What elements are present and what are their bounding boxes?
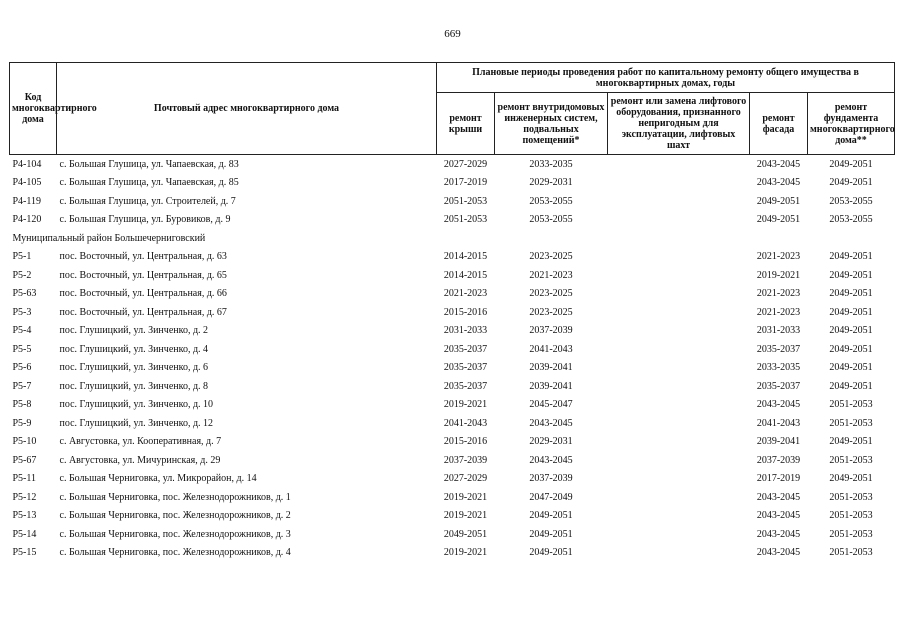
cell-systems: 2043-2045 <box>529 417 573 429</box>
cell-address: с. Большая Черниговка, пос. Железнодорожников, д. 4 <box>59 547 291 559</box>
cell-address: с. Большая Черниговка, пос. Железнодорожников, д. 2 <box>59 510 291 522</box>
cell-code: Р5-67 <box>12 454 37 466</box>
section-row <box>10 229 895 248</box>
cell-roof: 2015-2016 <box>443 306 488 318</box>
cell-roof: 2049-2051 <box>443 528 488 540</box>
cell-systems: 2029-2031 <box>529 177 573 189</box>
cell-roof: 2035-2037 <box>443 380 488 392</box>
table-row <box>10 414 895 433</box>
cell-elevator <box>608 507 750 526</box>
cell-code: Р5-9 <box>12 417 32 429</box>
table-row <box>10 155 895 174</box>
cell-systems: 2021-2023 <box>529 269 573 281</box>
cell-facade: 2017-2019 <box>756 473 801 485</box>
cell-code: Р5-15 <box>12 547 37 559</box>
cell-roof: 2019-2021 <box>443 399 488 411</box>
header-address: Почтовый адрес многоквартирного дома <box>57 63 437 155</box>
cell-elevator <box>608 285 750 304</box>
cell-elevator <box>608 396 750 415</box>
cell-address: с. Большая Глушица, ул. Строителей, д. 7 <box>59 195 236 207</box>
cell-foundation: 2049-2051 <box>829 362 873 374</box>
cell-systems: 2023-2025 <box>529 251 573 263</box>
cell-elevator <box>608 192 750 211</box>
cell-facade: 2033-2035 <box>756 362 801 374</box>
cell-address: пос. Восточный, ул. Центральная, д. 67 <box>59 306 227 318</box>
cell-code: Р5-7 <box>12 380 32 392</box>
cell-systems: 2029-2031 <box>529 436 573 448</box>
cell-address: с. Большая Глушица, ул. Чапаевская, д. 85 <box>59 177 239 189</box>
cell-elevator <box>608 155 750 174</box>
cell-address: с. Августовка, ул. Мичуринская, д. 29 <box>59 454 221 466</box>
cell-roof: 2019-2021 <box>443 547 488 559</box>
cell-address: с. Большая Черниговка, ул. Микрорайон, д. 14 <box>59 473 257 485</box>
table-row <box>10 192 895 211</box>
cell-address: пос. Глушицкий, ул. Зинченко, д. 2 <box>59 325 209 337</box>
cell-elevator <box>608 322 750 341</box>
cell-code: Р5-5 <box>12 343 32 355</box>
cell-foundation: 2049-2051 <box>829 436 873 448</box>
cell-systems: 2053-2055 <box>529 195 573 207</box>
cell-address: пос. Глушицкий, ул. Зинченко, д. 8 <box>59 380 209 392</box>
cell-systems: 2039-2041 <box>529 380 573 392</box>
cell-systems: 2049-2051 <box>529 510 573 522</box>
table-row <box>10 525 895 544</box>
cell-address: с. Большая Глушица, ул. Буровиков, д. 9 <box>59 214 231 226</box>
cell-foundation: 2051-2053 <box>829 547 873 559</box>
table-header <box>10 63 895 155</box>
cell-systems: 2023-2025 <box>529 306 573 318</box>
cell-roof: 2051-2053 <box>443 214 488 226</box>
cell-elevator <box>608 340 750 359</box>
cell-code: Р5-8 <box>12 399 32 411</box>
cell-facade: 2037-2039 <box>756 454 801 466</box>
cell-elevator <box>608 470 750 489</box>
cell-code: Р5-10 <box>12 436 37 448</box>
cell-facade: 2043-2045 <box>756 547 801 559</box>
repair-schedule-table-wrapper <box>9 62 894 562</box>
cell-facade: 2019-2021 <box>756 269 801 281</box>
cell-foundation: 2049-2051 <box>829 325 873 337</box>
cell-facade: 2035-2037 <box>756 343 801 355</box>
table-row <box>10 303 895 322</box>
header-code: Код многоквартирного дома <box>10 63 57 155</box>
cell-foundation: 2049-2051 <box>829 380 873 392</box>
cell-code: Р4-104 <box>12 158 42 170</box>
table-row <box>10 451 895 470</box>
cell-roof: 2019-2021 <box>443 510 488 522</box>
header-systems: ремонт внутридомовых инженерных систем, подвальных помещений* <box>495 93 608 155</box>
table-body <box>10 155 895 563</box>
cell-facade: 2043-2045 <box>756 491 801 503</box>
cell-address: пос. Глушицкий, ул. Зинченко, д. 12 <box>59 417 214 429</box>
cell-facade: 2039-2041 <box>756 436 801 448</box>
header-roof: ремонт крыши <box>437 93 495 155</box>
table-row <box>10 211 895 230</box>
cell-foundation: 2051-2053 <box>829 510 873 522</box>
cell-elevator <box>608 377 750 396</box>
cell-systems: 2037-2039 <box>529 473 573 485</box>
cell-address: с. Большая Черниговка, пос. Железнодорожников, д. 3 <box>59 528 291 540</box>
cell-systems: 2049-2051 <box>529 528 573 540</box>
cell-code: Р5-4 <box>12 325 32 337</box>
cell-foundation: 2051-2053 <box>829 528 873 540</box>
table-row <box>10 377 895 396</box>
cell-code: Р5-14 <box>12 528 37 540</box>
cell-roof: 2014-2015 <box>443 251 488 263</box>
cell-systems: 2041-2043 <box>529 343 573 355</box>
cell-code: Р4-119 <box>12 195 42 207</box>
table-row <box>10 488 895 507</box>
cell-foundation: 2049-2051 <box>829 269 873 281</box>
cell-facade: 2041-2043 <box>756 417 801 429</box>
table-row <box>10 433 895 452</box>
cell-systems: 2053-2055 <box>529 214 573 226</box>
cell-elevator <box>608 248 750 267</box>
table-row <box>10 544 895 563</box>
cell-address: пос. Восточный, ул. Центральная, д. 66 <box>59 288 227 300</box>
cell-elevator <box>608 174 750 193</box>
cell-facade: 2049-2051 <box>756 214 801 226</box>
header-foundation: ремонт фундамента многоквартирного дома** <box>808 93 895 155</box>
cell-foundation: 2051-2053 <box>829 417 873 429</box>
cell-roof: 2017-2019 <box>443 177 488 189</box>
cell-facade: 2043-2045 <box>756 510 801 522</box>
cell-code: Р5-6 <box>12 362 32 374</box>
cell-code: Р5-13 <box>12 510 37 522</box>
cell-roof: 2027-2029 <box>443 473 488 485</box>
cell-code: Р4-105 <box>12 177 42 189</box>
cell-foundation: 2051-2053 <box>829 454 873 466</box>
cell-elevator <box>608 266 750 285</box>
cell-systems: 2033-2035 <box>529 158 573 170</box>
cell-facade: 2021-2023 <box>756 306 801 318</box>
cell-roof: 2051-2053 <box>443 195 488 207</box>
cell-foundation: 2049-2051 <box>829 306 873 318</box>
cell-elevator <box>608 414 750 433</box>
table-row <box>10 340 895 359</box>
cell-code: Р4-120 <box>12 214 42 226</box>
cell-facade: 2043-2045 <box>756 399 801 411</box>
cell-foundation: 2051-2053 <box>829 491 873 503</box>
cell-facade: 2021-2023 <box>756 288 801 300</box>
cell-roof: 2027-2029 <box>443 158 488 170</box>
cell-facade: 2049-2051 <box>756 195 801 207</box>
cell-foundation: 2053-2055 <box>829 195 873 207</box>
cell-address: пос. Восточный, ул. Центральная, д. 65 <box>59 269 227 281</box>
cell-code: Р5-12 <box>12 491 37 503</box>
cell-code: Р5-63 <box>12 288 37 300</box>
table-row <box>10 248 895 267</box>
cell-systems: 2049-2051 <box>529 547 573 559</box>
cell-facade: 2043-2045 <box>756 177 801 189</box>
repair-schedule-table <box>9 62 895 562</box>
cell-foundation: 2049-2051 <box>829 288 873 300</box>
cell-foundation: 2049-2051 <box>829 158 873 170</box>
cell-elevator <box>608 544 750 563</box>
cell-elevator <box>608 525 750 544</box>
cell-foundation: 2049-2051 <box>829 473 873 485</box>
cell-code: Р5-11 <box>12 473 37 485</box>
table-row <box>10 507 895 526</box>
cell-address: пос. Глушицкий, ул. Зинченко, д. 10 <box>59 399 214 411</box>
header-periods-title: Плановые периоды проведения работ по капитальному ремонту общего имущества в многоквартирных домах, годы <box>437 63 895 93</box>
cell-elevator <box>608 488 750 507</box>
cell-address: с. Большая Черниговка, пос. Железнодорожников, д. 1 <box>59 491 291 503</box>
section-title: Муниципальный район Большечерниговский <box>12 232 206 244</box>
page-number: 669 <box>444 28 461 40</box>
cell-foundation: 2049-2051 <box>829 343 873 355</box>
cell-roof: 2035-2037 <box>443 343 488 355</box>
cell-roof: 2031-2033 <box>443 325 488 337</box>
table-row <box>10 285 895 304</box>
cell-foundation: 2049-2051 <box>829 251 873 263</box>
header-elevator: ремонт или замена лифтового оборудования, признанного непригодным для эксплуатации, лифтовых шахт <box>608 93 750 155</box>
cell-systems: 2047-2049 <box>529 491 573 503</box>
cell-address: пос. Восточный, ул. Центральная, д. 63 <box>59 251 227 263</box>
cell-elevator <box>608 211 750 230</box>
table-row <box>10 359 895 378</box>
cell-code: Р5-1 <box>12 251 32 263</box>
cell-elevator <box>608 359 750 378</box>
cell-elevator <box>608 303 750 322</box>
cell-address: с. Большая Глушица, ул. Чапаевская, д. 83 <box>59 158 239 170</box>
cell-facade: 2035-2037 <box>756 380 801 392</box>
cell-systems: 2045-2047 <box>529 399 573 411</box>
cell-roof: 2037-2039 <box>443 454 488 466</box>
cell-address: с. Августовка, ул. Кооперативная, д. 7 <box>59 436 222 448</box>
cell-facade: 2043-2045 <box>756 528 801 540</box>
cell-foundation: 2053-2055 <box>829 214 873 226</box>
cell-roof: 2014-2015 <box>443 269 488 281</box>
cell-elevator <box>608 451 750 470</box>
cell-roof: 2041-2043 <box>443 417 488 429</box>
cell-roof: 2021-2023 <box>443 288 488 300</box>
table-row <box>10 396 895 415</box>
cell-address: пос. Глушицкий, ул. Зинченко, д. 4 <box>59 343 209 355</box>
table-row <box>10 174 895 193</box>
table-row <box>10 266 895 285</box>
cell-code: Р5-3 <box>12 306 32 318</box>
cell-roof: 2035-2037 <box>443 362 488 374</box>
table-row <box>10 470 895 489</box>
cell-systems: 2039-2041 <box>529 362 573 374</box>
cell-facade: 2031-2033 <box>756 325 801 337</box>
table-row <box>10 322 895 341</box>
cell-systems: 2043-2045 <box>529 454 573 466</box>
header-facade: ремонт фасада <box>750 93 808 155</box>
cell-facade: 2021-2023 <box>756 251 801 263</box>
cell-roof: 2019-2021 <box>443 491 488 503</box>
cell-foundation: 2049-2051 <box>829 177 873 189</box>
cell-foundation: 2051-2053 <box>829 399 873 411</box>
cell-systems: 2037-2039 <box>529 325 573 337</box>
cell-address: пос. Глушицкий, ул. Зинченко, д. 6 <box>59 362 209 374</box>
cell-facade: 2043-2045 <box>756 158 801 170</box>
cell-code: Р5-2 <box>12 269 32 281</box>
cell-elevator <box>608 433 750 452</box>
cell-systems: 2023-2025 <box>529 288 573 300</box>
cell-roof: 2015-2016 <box>443 436 488 448</box>
